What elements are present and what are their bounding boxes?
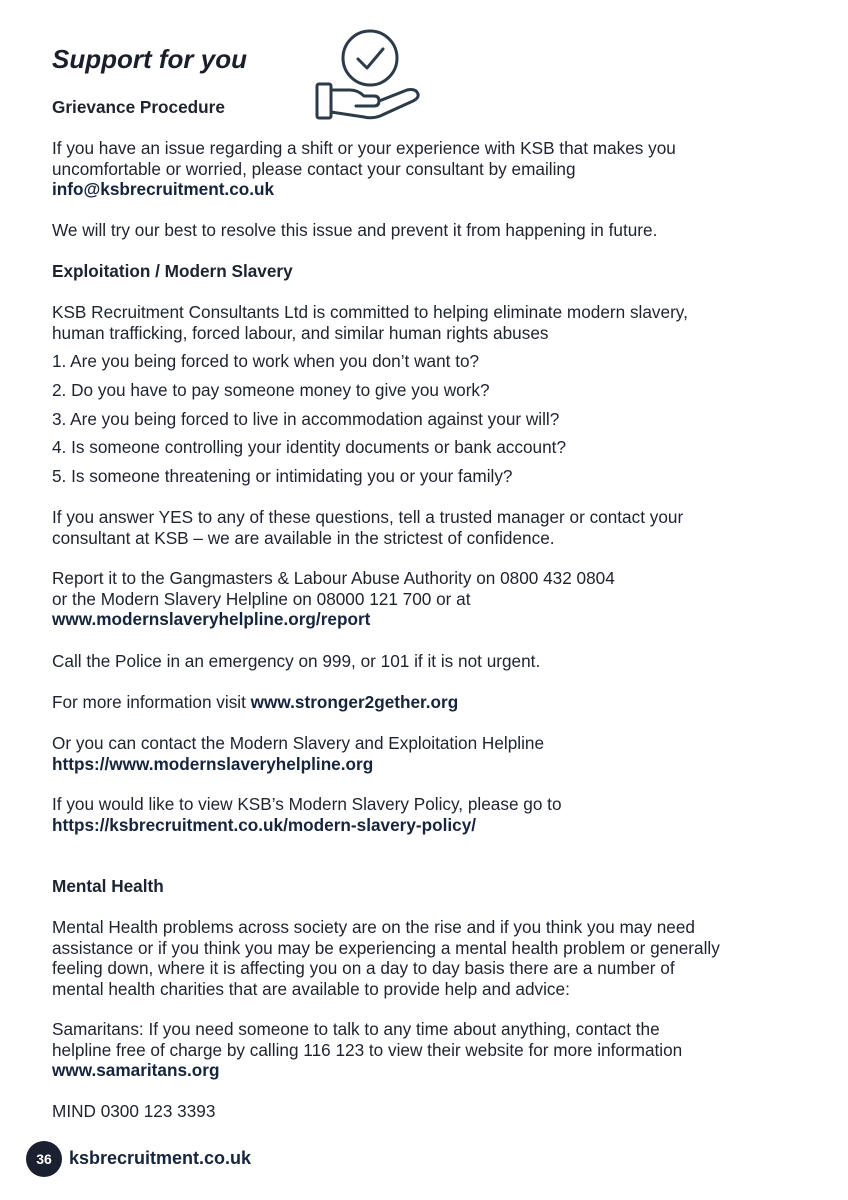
grievance-paragraph [52, 138, 822, 200]
mental-health-line-1: Mental Health problems across society are on the rise and if you think you may need [52, 917, 695, 937]
helpline-paragraph [52, 733, 822, 774]
slavery-question-2: 2. Do you have to pay someone money to give you work? [52, 380, 490, 400]
policy-text: If you would like to view KSB’s Modern Slavery Policy, please go to [52, 794, 562, 814]
slavery-yes-paragraph [52, 507, 822, 548]
slavery-heading: Exploitation / Modern Slavery [52, 261, 293, 281]
slavery-question-3: 3. Are you being forced to live in accommodation against your will? [52, 409, 560, 429]
page-number-badge: 36 [26, 1141, 62, 1177]
slavery-question-5: 5. Is someone threatening or intimidating you or your family? [52, 466, 513, 486]
helpline-link[interactable]: https://www.modernslaveryhelpline.org [52, 753, 374, 774]
grievance-email-link[interactable]: info@ksbrecruitment.co.uk [52, 179, 275, 199]
slavery-yes-line-2: consultant at KSB – we are available in the strictest of confidence. [52, 527, 555, 548]
slavery-intro [52, 302, 822, 343]
slavery-intro-line-1: KSB Recruitment Consultants Ltd is committed to helping eliminate modern slavery, [52, 302, 688, 322]
slavery-report-link[interactable]: www.modernslaveryhelpline.org/report [52, 609, 371, 629]
samaritans-line-2: helpline free of charge by calling 116 123 to view their website for more information [52, 1039, 683, 1060]
grievance-text-line-2: uncomfortable or worried, please contact your consultant by emailing [52, 158, 576, 179]
mind-contact: MIND 0300 123 3393 [52, 1101, 216, 1121]
more-info-paragraph [52, 692, 822, 713]
slavery-yes-line-1: If you answer YES to any of these questions, tell a trusted manager or contact your [52, 507, 684, 527]
slavery-question-4: 4. Is someone controlling your identity documents or bank account? [52, 437, 567, 457]
mental-health-line-2: assistance or if you think you may be experiencing a mental health problem or generally [52, 937, 720, 958]
samaritans-paragraph [52, 1019, 822, 1081]
mental-health-line-4: mental health charities that are available to provide help and advice: [52, 978, 570, 999]
police-text: Call the Police in an emergency on 999, or 101 if it is not urgent. [52, 651, 541, 671]
mental-health-line-3: feeling down, where it is affecting you on a day to day basis there are a number of [52, 958, 675, 978]
slavery-report-line-2: or the Modern Slavery Helpline on 08000 121 700 or at [52, 588, 471, 609]
policy-paragraph [52, 794, 822, 835]
more-info-text: For more information visit [52, 692, 251, 712]
helpline-text: Or you can contact the Modern Slavery and Exploitation Helpline [52, 733, 545, 753]
slavery-report-paragraph [52, 568, 822, 630]
grievance-heading: Grievance Procedure [52, 97, 225, 117]
samaritans-line-1: Samaritans: If you need someone to talk to any time about anything, contact the [52, 1019, 660, 1039]
grievance-resolve-text: We will try our best to resolve this issue and prevent it from happening in future. [52, 220, 658, 240]
page-title: Support for you [52, 44, 247, 74]
slavery-question-1: 1. Are you being forced to work when you don’t want to? [52, 351, 480, 371]
policy-link[interactable]: https://ksbrecruitment.co.uk/modern-slavery-policy/ [52, 814, 477, 835]
samaritans-link[interactable]: www.samaritans.org [52, 1060, 220, 1080]
grievance-text-line-1: If you have an issue regarding a shift or your experience with KSB that makes you [52, 138, 676, 158]
mental-health-heading: Mental Health [52, 876, 164, 896]
mental-health-paragraph [52, 917, 822, 999]
slavery-intro-line-2: human trafficking, forced labour, and similar human rights abuses [52, 322, 549, 343]
footer-website-link[interactable]: ksbrecruitment.co.uk [69, 1148, 252, 1168]
stronger2gether-link[interactable]: www.stronger2gether.org [250, 692, 459, 712]
slavery-report-line-1: Report it to the Gangmasters & Labour Abuse Authority on 0800 432 0804 [52, 568, 615, 588]
